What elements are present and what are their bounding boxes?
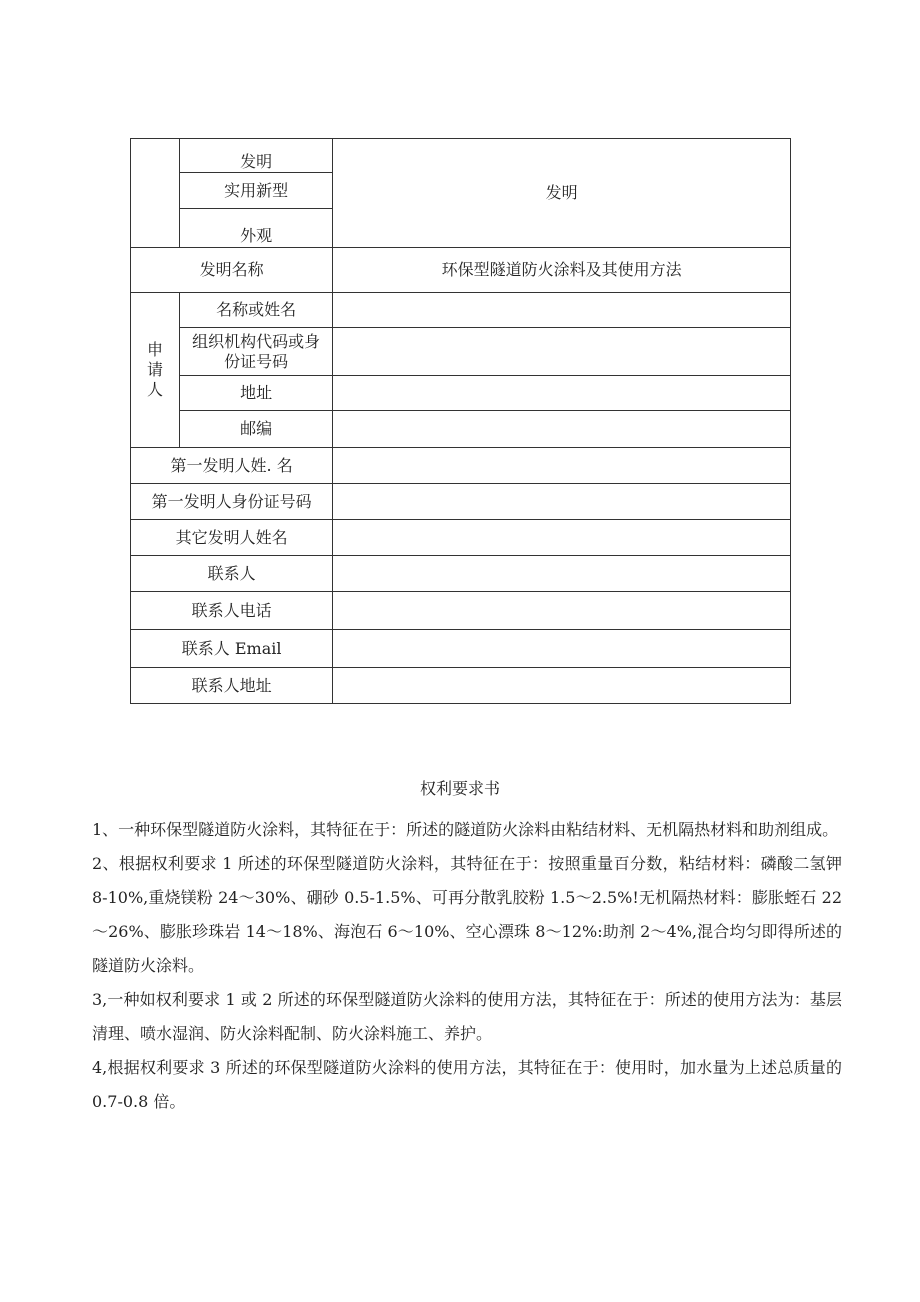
claim-1: 1、一种环保型隧道防火涂料，其特征在于：所述的隧道防火涂料由粘结材料、无机隔热材料和助剂组成。 xyxy=(92,820,839,839)
applicant-address-value xyxy=(333,376,791,411)
type-option-design: 外观 xyxy=(240,226,273,245)
applicant-postcode-label: 邮编 xyxy=(180,411,333,448)
applicant-id-row xyxy=(131,328,791,376)
first-inventor-id-row xyxy=(131,484,791,520)
claim-4: 4,根据权利要求 3 所述的环保型隧道防火涂料的使用方法，其特征在于：使用时，加水量为上述总质量的 0.7-0.8 倍。 xyxy=(92,1058,842,1111)
invention-name-value: 环保型隧道防火涂料及其使用方法 xyxy=(333,248,791,293)
contact-email-value xyxy=(333,630,791,668)
applicant-id-label-line1: 组织机构代码或身 xyxy=(192,331,321,351)
claims-title: 权利要求书 xyxy=(419,779,500,798)
applicant-postcode-row xyxy=(131,411,791,448)
contact-address-value xyxy=(333,668,791,704)
contact-address-row xyxy=(131,668,791,704)
claims-section xyxy=(92,813,842,1119)
applicant-id-label xyxy=(180,328,333,376)
applicant-name-label: 名称或姓名 xyxy=(180,293,333,328)
contact-label: 联系人 xyxy=(131,556,333,592)
claim-3: 3,一种如权利要求 1 或 2 所述的环保型隧道防火涂料的使用方法，其特征在于：所述的使用方法为：基层清理、喷水湿润、防火涂料配制、防火涂料施工、养护。 xyxy=(92,990,842,1043)
type-option-utility-model: 实用新型 xyxy=(180,173,332,209)
first-inventor-name-value xyxy=(333,448,791,484)
invention-name-label: 发明名称 xyxy=(131,248,333,293)
type-option-invention: 发明 xyxy=(180,139,332,173)
contact-row xyxy=(131,556,791,592)
first-inventor-id-label: 第一发明人身份证号码 xyxy=(131,484,333,520)
other-inventors-label: 其它发明人姓名 xyxy=(131,520,333,556)
applicant-id-value xyxy=(333,328,791,376)
applicant-char-1: 申 xyxy=(147,340,164,359)
contact-phone-label: 联系人电话 xyxy=(131,592,333,630)
first-inventor-name-row xyxy=(131,448,791,484)
applicant-char-2: 请 xyxy=(147,360,164,379)
contact-phone-value xyxy=(333,592,791,630)
applicant-address-row xyxy=(131,376,791,411)
patent-type-options xyxy=(180,139,333,248)
applicant-name-value xyxy=(333,293,791,328)
other-inventors-row xyxy=(131,520,791,556)
applicant-char-3: 人 xyxy=(147,380,164,399)
contact-phone-row xyxy=(131,592,791,630)
applicant-id-label-line2: 份证号码 xyxy=(224,351,289,371)
first-inventor-name-label: 第一发明人姓. 名 xyxy=(131,448,333,484)
contact-email-row xyxy=(131,630,791,668)
claim-2: 2、根据权利要求 1 所述的环保型隧道防火涂料，其特征在于：按照重量百分数，粘结材料：磷酸二氢钾 8-10%,重烧镁粉 24～30%、硼砂 0.5-1.5%、可再分散乳胶粉 1.5～2.5%!无机隔热材料：膨胀蛭石 22～26%、膨胀珍珠岩 14～18%、海泡石 6～10%、空心漂珠 8～12%:助剂 2～4%,混合均匀即得所述的隧道防火涂料。 xyxy=(92,854,842,975)
applicant-name-row xyxy=(131,293,791,328)
applicant-group-label xyxy=(131,293,180,448)
invention-name-row xyxy=(131,248,791,293)
selected-patent-type: 发明 xyxy=(333,139,791,248)
first-inventor-id-value xyxy=(333,484,791,520)
contact-value xyxy=(333,556,791,592)
applicant-postcode-value xyxy=(333,411,791,448)
contact-email-label: 联系人 Email xyxy=(131,630,333,668)
contact-address-label: 联系人地址 xyxy=(131,668,333,704)
patent-type-blank-cell xyxy=(131,139,180,248)
patent-type-row xyxy=(131,139,791,248)
other-inventors-value xyxy=(333,520,791,556)
applicant-address-label: 地址 xyxy=(180,376,333,411)
patent-application-form xyxy=(130,138,791,704)
